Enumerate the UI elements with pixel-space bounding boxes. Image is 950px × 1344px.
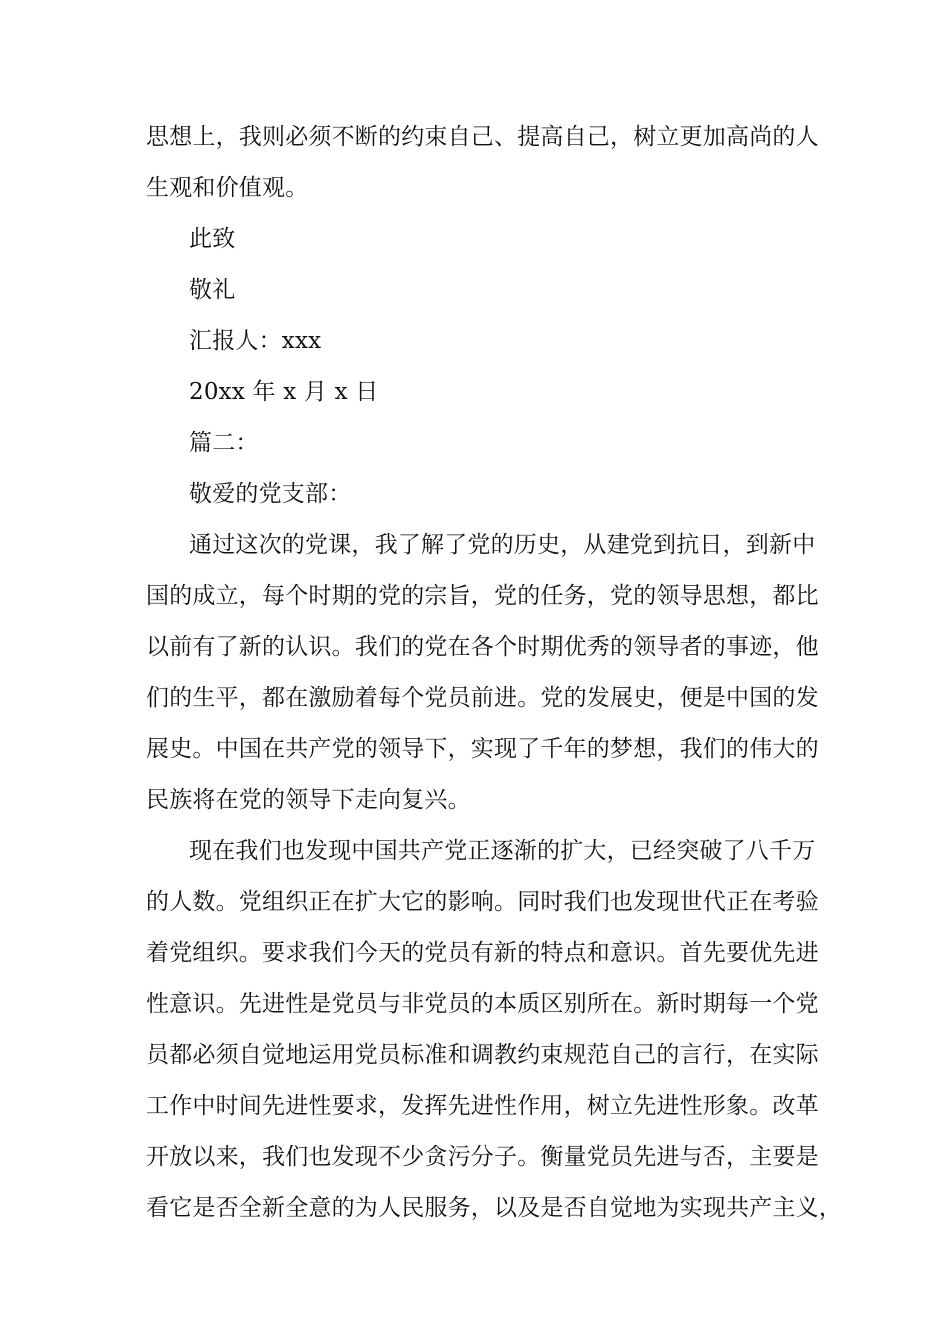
- paragraph-line: 的人数。党组织正在扩大它的影响。同时我们也发现世代正在考验: [146, 889, 819, 915]
- paragraph-line: 展史。中国在共产党的领导下，实现了千年的梦想，我们的伟大的: [146, 736, 819, 762]
- paragraph-line: 工作中时间先进性要求，发挥先进性作用，树立先进性形象。改革: [146, 1093, 819, 1119]
- paragraph-line: 开放以来，我们也发现不少贪污分子。衡量党员先进与否，主要是: [146, 1144, 819, 1170]
- paragraph-line: 看它是否全新全意的为人民服务，以及是否自觉地为实现共产主义，: [146, 1195, 842, 1221]
- paragraph-line: 以前有了新的认识。我们的党在各个时期优秀的领导者的事迹，他: [146, 634, 819, 660]
- paragraph-line: 思想上，我则必须不断的约束自己、提高自己，树立更加高尚的人: [146, 124, 819, 150]
- paragraph-line: 生观和价值观。: [146, 175, 309, 201]
- paragraph-line: 通过这次的党课，我了解了党的历史，从建党到抗日，到新中: [189, 532, 816, 558]
- greeting-line: 敬爱的党支部：: [189, 481, 352, 507]
- paragraph-line: 性意识。先进性是党员与非党员的本质区别所在。新时期每一个党: [146, 991, 819, 1017]
- paragraph-line: 着党组织。要求我们今天的党员有新的特点和意识。首先要优先进: [146, 940, 819, 966]
- reporter-line: 汇报人：xxx: [189, 328, 322, 354]
- paragraph-line: 国的成立，每个时期的党的宗旨，党的任务，党的领导思想，都比: [146, 583, 819, 609]
- paragraph-line: 员都必须自觉地运用党员标准和调教约束规范自己的言行，在实际: [146, 1042, 819, 1068]
- paragraph-line: 现在我们也发现中国共产党正逐渐的扩大，已经突破了八千万: [189, 838, 816, 864]
- paragraph-line: 们的生平，都在激励着每个党员前进。党的发展史，便是中国的发: [146, 685, 819, 711]
- document-body: [146, 112, 842, 1234]
- closing-line: 此致: [189, 226, 236, 252]
- paragraph-line: 民族将在党的领导下走向复兴。: [146, 787, 471, 813]
- section-heading: 篇二：: [189, 430, 259, 456]
- date-line: 20xx 年 x 月 x 日: [189, 379, 379, 405]
- salutation-line: 敬礼: [189, 277, 236, 303]
